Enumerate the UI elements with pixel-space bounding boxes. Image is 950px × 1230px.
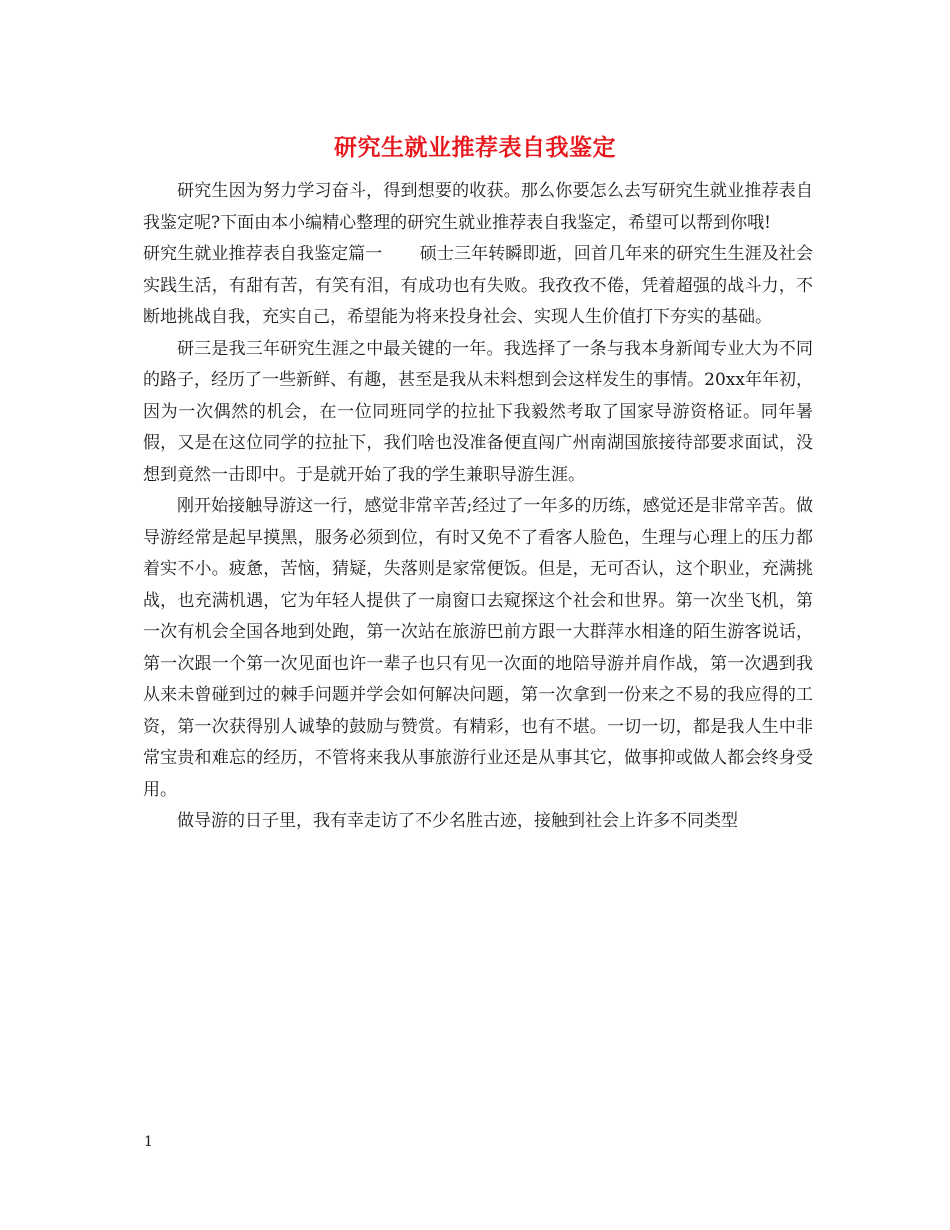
body-paragraph-3: 做导游的日子里，我有幸走访了不少名胜古迹，接触到社会上许多不同类型 xyxy=(177,811,738,831)
document-body xyxy=(143,176,813,838)
body-paragraph-1: 研三是我三年研究生涯之中最关键的一年。我选择了一条与我本身新闻专业大为不同的路子，经历了一些新鲜、有趣，甚至是我从未料想到会这样发生的事情。20xx年年初，因为一次偶然的机会，在一位同班同学的拉扯下我毅然考取了国家导游资格证。同年暑假，又是在这位同学的拉扯下，我们啥也没准备便直闯广州南湖国旅接待部要求面试，没想到竟然一击即中。于是就开始了我的学生兼职导游生涯。 xyxy=(143,338,813,485)
page-title: 研究生就业推荐表自我鉴定 xyxy=(334,134,616,161)
intro-paragraph: 研究生因为努力学习奋斗，得到想要的收获。那么你要怎么去写研究生就业推荐表自我鉴定呢?下面由本小编精心整理的研究生就业推荐表自我鉴定，希望可以帮到你哦! xyxy=(143,181,813,233)
section-paragraph xyxy=(143,239,813,334)
section-intro-text: 硕士三年转瞬即逝，回首几年来的研究生生涯及社会实践生活，有甜有苦，有笑有泪，有成功也有失败。我孜孜不倦，凭着超强的战斗力，不断地挑战自我，充实自己，希望能为将来投身社会、实现人生价值打下夯实的基础。 xyxy=(143,244,814,327)
page-number: 1 xyxy=(144,1134,153,1150)
section-heading: 研究生就业推荐表自我鉴定篇一 xyxy=(143,244,383,264)
body-paragraph-2: 刚开始接触导游这一行，感觉非常辛苦;经过了一年多的历练，感觉还是非常辛苦。做导游经常是起早摸黑，服务必须到位，有时又免不了看客人脸色，生理与心理上的压力都着实不小。疲惫，苦恼，猜疑，失落则是家常便饭。但是，无可否认，这个职业，充满挑战，也充满机遇，它为年轻人提供了一扇窗口去窥探这个社会和世界。第一次坐飞机，第一次有机会全国各地到处跑，第一次站在旅游巴前方跟一大群萍水相逢的陌生游客说话，第一次跟一个第一次见面也许一辈子也只有见一次面的地陪导游并肩作战，第一次遇到我从来未曾碰到过的棘手问题并学会如何解决问题，第一次拿到一份来之不易的我应得的工资，第一次获得别人诚挚的鼓励与赞赏。有精彩，也有不堪。一切一切，都是我人生中非常宝贵和难忘的经历，不管将来我从事旅游行业还是从事其它，做事抑或做人都会终身受用。 xyxy=(143,496,813,800)
